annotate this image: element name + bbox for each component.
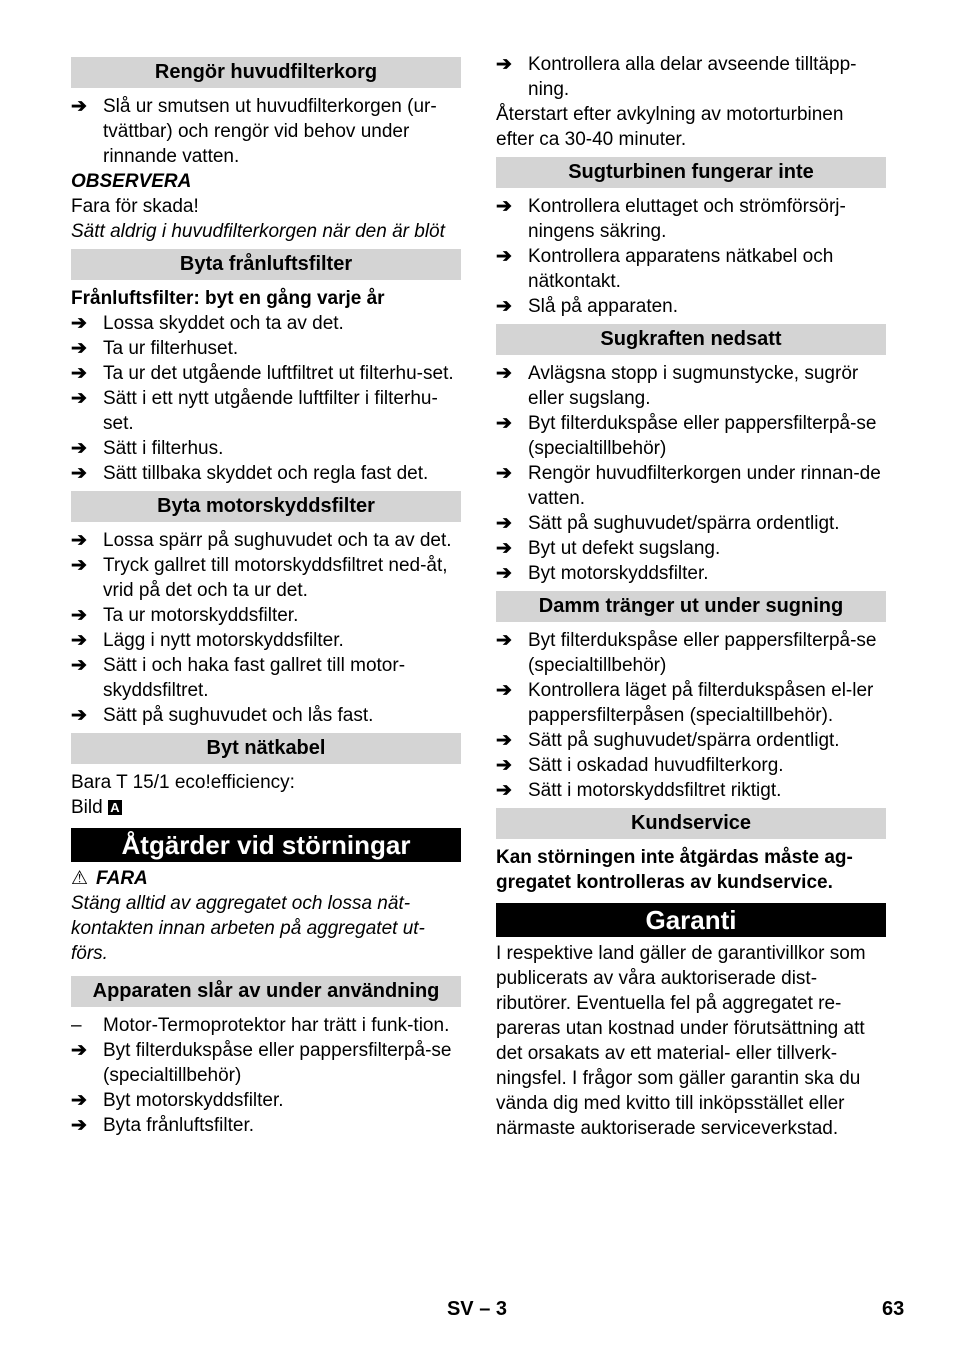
list-item: ➔ Byt ut defekt sugslang.	[496, 538, 721, 559]
figure-a-icon: A	[108, 800, 122, 815]
list-item: ➔ Ta ur motorskyddsfilter.	[71, 605, 299, 626]
note-text: Fara för skada!	[71, 196, 199, 217]
arrow-icon: ➔	[71, 338, 87, 359]
list-item: – Motor-Termoprotektor har trätt i funk-tion.	[71, 1015, 450, 1036]
arrow-icon: ➔	[71, 1040, 87, 1061]
arrow-icon: ➔	[71, 388, 87, 409]
arrow-icon: ➔	[71, 555, 87, 576]
section-heading-warranty: Garanti	[496, 903, 886, 937]
exhaust-filter-lead: Frånluftsfilter: byt en gång varje år	[71, 288, 385, 309]
list-item: ➔ Avlägsna stopp i sugmunstycke, sugrör eller sugslang.	[496, 363, 859, 409]
list-item: ➔ Sätt i och haka fast gallret till motor-skyddsfiltret.	[71, 655, 406, 701]
arrow-icon: ➔	[71, 313, 87, 334]
arrow-icon: ➔	[496, 513, 512, 534]
section-heading-motor-filter: Byta motorskyddsfilter	[71, 491, 461, 522]
list-item: ➔ Byt filterdukspåse eller pappersfilterpå-se (specialtillbehör)	[496, 413, 877, 459]
list-item: ➔ Sätt tillbaka skyddet och regla fast det.	[71, 463, 429, 484]
arrow-icon: ➔	[496, 563, 512, 584]
arrow-icon: ➔	[71, 363, 87, 384]
arrow-icon: ➔	[496, 246, 512, 267]
arrow-icon: ➔	[496, 413, 512, 434]
restart-text: Återstart efter avkylning av motorturbinen efter ca 30-40 minuter.	[496, 104, 844, 150]
list-item: ➔ Ta ur filterhuset.	[71, 338, 239, 359]
arrow-icon: ➔	[496, 780, 512, 801]
list-item: ➔ Rengör huvudfilterkorgen under rinnan-de vatten.	[496, 463, 881, 509]
note-label: OBSERVERA	[71, 171, 192, 192]
section-heading-power-cable: Byt nätkabel	[71, 733, 461, 764]
arrow-icon: ➔	[496, 196, 512, 217]
customer-service-text: Kan störningen inte åtgärdas måste ag-gregatet kontrolleras av kundservice.	[496, 847, 853, 893]
list-item: ➔ Byt motorskyddsfilter.	[71, 1090, 284, 1111]
arrow-icon: ➔	[496, 755, 512, 776]
list-item: ➔ Ta ur det utgående luftfiltret ut filterhu-set.	[71, 363, 454, 384]
list-item: ➔ Sätt i filterhus.	[71, 438, 224, 459]
list-item: ➔ Byt filterdukspåse eller pappersfilterpå-se (specialtillbehör)	[71, 1040, 452, 1086]
arrow-icon: ➔	[71, 655, 87, 676]
warranty-text: I respektive land gäller de garantivillkor som publicerats av våra auktoriserade dist-ributörer. Eventuella fel på aggregatet re-pareras utan kostnad under förutsättning att det orsakats av ett material- eller tillverk-ningsfel. I frågor som gäller garantin ska du vända dig med kvitto till inköpsstället eller närmaste auktoriserade serviceverkstad.	[496, 943, 866, 1139]
list-item: ➔ Tryck gallret till motorskyddsfiltret ned-åt, vrid på det och ta ur det.	[71, 555, 448, 601]
arrow-icon: ➔	[71, 530, 87, 551]
list-item: ➔ Sätt i ett nytt utgående luftfilter i filterhu-set.	[71, 388, 438, 434]
list-item: ➔ Sätt på sughuvudet och lås fast.	[71, 705, 374, 726]
section-heading-clean-main-filter: Rengör huvudfilterkorg	[71, 57, 461, 88]
arrow-icon: ➔	[71, 463, 87, 484]
arrow-icon: ➔	[71, 705, 87, 726]
list-item: ➔ Byta frånluftsfilter.	[71, 1115, 255, 1136]
list-item: ➔ Sätt i oskadad huvudfilterkorg.	[496, 755, 784, 776]
arrow-icon: ➔	[496, 730, 512, 751]
arrow-icon: ➔	[71, 630, 87, 651]
list-item: ➔ Lossa skyddet och ta av det.	[71, 313, 344, 334]
list-item: ➔ Kontrollera eluttaget och strömförsörj-ningens säkring.	[496, 196, 846, 242]
section-heading-troubleshooting: Åtgärder vid störningar	[71, 828, 461, 862]
dash-icon: –	[71, 1015, 82, 1036]
arrow-icon: ➔	[496, 680, 512, 701]
list-item: ➔ Slå på apparaten.	[496, 296, 679, 317]
section-heading-exhaust-filter: Byta frånluftsfilter	[71, 249, 461, 280]
section-heading-device-shuts-off: Apparaten slår av under användning	[71, 976, 461, 1007]
arrow-icon: ➔	[496, 363, 512, 384]
footer-language-page: SV – 3	[446, 1298, 508, 1320]
list-item: ➔ Sätt på sughuvudet/spärra ordentligt.	[496, 513, 840, 534]
page-number: 63	[882, 1298, 905, 1320]
warning-triangle-icon: ⚠	[71, 868, 89, 889]
section-heading-reduced-suction: Sugkraften nedsatt	[496, 324, 886, 355]
list-item: ➔ Byt filterdukspåse eller pappersfilterpå-se (specialtillbehör)	[496, 630, 877, 676]
arrow-icon: ➔	[71, 1090, 87, 1111]
power-cable-model: Bara T 15/1 eco!efficiency:	[71, 772, 295, 793]
list-item: ➔ Lossa spärr på sughuvudet och ta av det.	[71, 530, 452, 551]
list-item: ➔ Kontrollera alla delar avseende tilltäpp-ning.	[496, 54, 857, 100]
list-item: ➔ Sätt på sughuvudet/spärra ordentligt.	[496, 730, 840, 751]
arrow-icon: ➔	[496, 296, 512, 317]
list-item: ➔ Kontrollera läget på filterdukspåsen el-ler pappersfilterpåsen (specialtillbehör).	[496, 680, 874, 726]
danger-label: ⚠ FARA	[71, 868, 148, 889]
arrow-icon: ➔	[71, 96, 87, 117]
section-heading-customer-service: Kundservice	[496, 808, 886, 839]
arrow-icon: ➔	[496, 463, 512, 484]
note-italic: Sätt aldrig i huvudfilterkorgen när den är blöt	[71, 221, 445, 242]
list-item: ➔ Lägg i nytt motorskyddsfilter.	[71, 630, 344, 651]
section-heading-dust-escapes: Damm tränger ut under sugning	[496, 591, 886, 622]
arrow-icon: ➔	[496, 538, 512, 559]
arrow-icon: ➔	[71, 1115, 87, 1136]
arrow-icon: ➔	[496, 54, 512, 75]
right-column	[496, 52, 886, 1141]
list-item: ➔ Slå ur smutsen ut huvudfilterkorgen (ur-tvättbar) och rengör vid behov under rinnande vatten.	[71, 96, 437, 167]
section-heading-turbine-not-working: Sugturbinen fungerar inte	[496, 157, 886, 188]
arrow-icon: ➔	[71, 438, 87, 459]
left-column	[71, 52, 461, 1138]
danger-text: Stäng alltid av aggregatet och lossa nät-kontakten innan arbeten på aggregatet ut-förs.	[71, 893, 425, 964]
list-item: ➔ Sätt i motorskyddsfiltret riktigt.	[496, 780, 782, 801]
list-item: ➔ Byt motorskyddsfilter.	[496, 563, 709, 584]
arrow-icon: ➔	[71, 605, 87, 626]
arrow-icon: ➔	[496, 630, 512, 651]
list-item: ➔ Kontrollera apparatens nätkabel och nätkontakt.	[496, 246, 834, 292]
figure-reference: Bild A	[71, 795, 461, 820]
